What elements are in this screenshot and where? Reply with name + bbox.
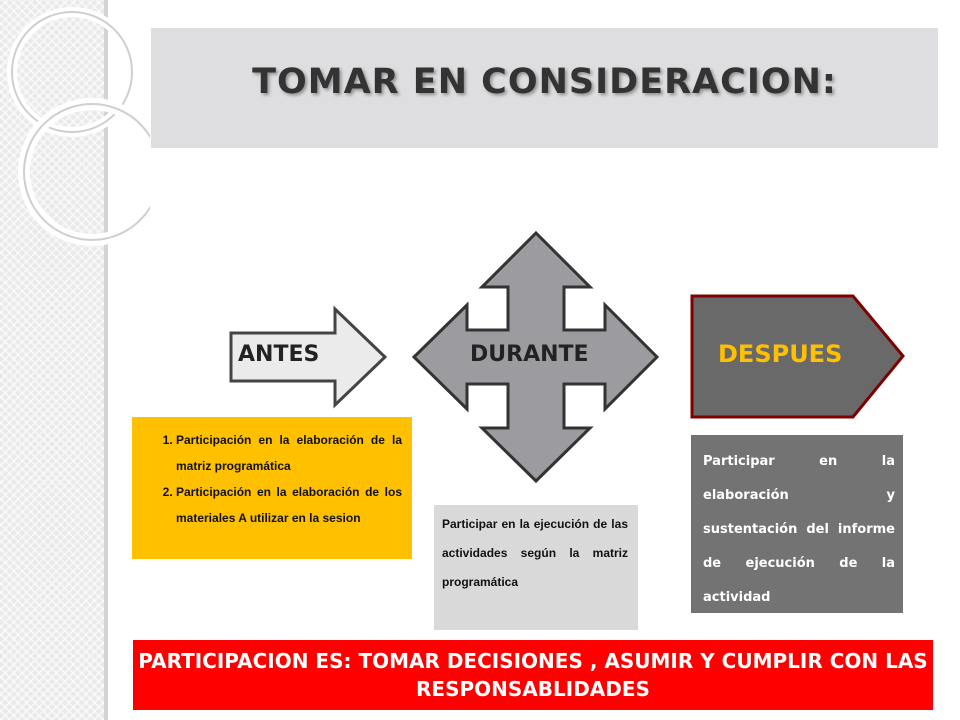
despues-label: DESPUES (718, 340, 843, 368)
antes-list (142, 427, 402, 531)
antes-list-item: 1. Participación en la elaboración de la matriz programática (176, 427, 402, 479)
footer-banner: PARTICIPACION ES: TOMAR DECISIONES , ASUMIR Y CUMPLIR CON LAS RESPONSABLIDADES (133, 640, 933, 710)
antes-label: ANTES (238, 342, 320, 367)
despues-details-box: Participar en la elaboración y sustentación del informe de ejecución de la actividad (691, 435, 903, 613)
durante-label: DURANTE (470, 342, 589, 367)
durante-details-box: Participar en la ejecución de las actividades según la matriz programática (434, 505, 638, 630)
page-title: TOMAR EN CONSIDERACION: (252, 62, 837, 102)
antes-details-box (132, 417, 412, 559)
antes-list-item: 2. Participación en la elaboración de los materiales A utilizar en la sesion (176, 479, 402, 531)
